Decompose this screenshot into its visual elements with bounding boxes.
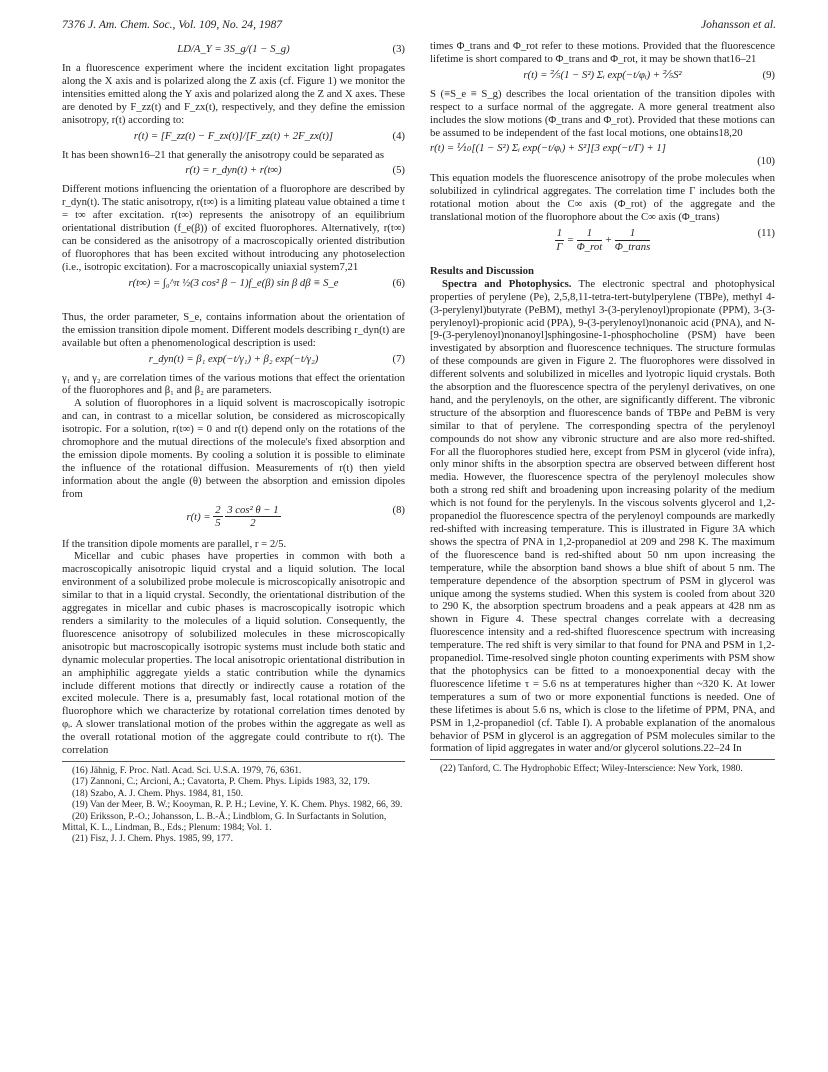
fraction: [577, 227, 603, 254]
reference: (22) Tanford, C. The Hydrophobic Effect; Wiley-Interscience: New York, 1980.: [440, 764, 743, 775]
journal-citation: 7376 J. Am. Chem. Soc., Vol. 109, No. 24, 1987: [62, 18, 283, 31]
fraction-numerator: 3 cos² θ − 1: [227, 503, 279, 516]
equation-10: [430, 142, 775, 168]
equation-7-expr: r_dyn(t) = β₁ exp(−t/γ₁) + β₂ exp(−t/γ₂): [148, 352, 319, 365]
fraction: [555, 227, 564, 254]
equation-5-number: (5): [392, 164, 405, 177]
paragraph: A solution of fluorophores in a liquid solvent is macroscopically isotropic and can, in contrast to a micellar solution, be considered as microscopically isotropic. For a solution, r(t∞) = 0 and r(t) depend only on the rotations of the chromophore and the mutual directions of the molecule's fixed absorption and the emission dipole moments. By cooling a solution it is possible to eliminate the influence of the rotational diffusion. Measurements of r(t) then yield information about the angle (θ) between the absorption and emission dipoles from: [62, 397, 405, 500]
equation-3: [62, 43, 405, 58]
equation-6-expr: r(t∞) = ∫₀^π ½(3 cos² β − 1)f_e(β) sin β dβ ≡ S_e: [128, 276, 339, 289]
paragraph: Thus, the order parameter, S_e, contains information about the orientation of the emission transition dipole moment. Different models describing r_dyn(t) are available but often a phenomenological description is used:: [62, 310, 405, 349]
equation-11: [430, 227, 775, 257]
equation-11-number: (11): [757, 226, 775, 239]
footnote-references: [430, 759, 775, 775]
paragraph: [430, 278, 775, 756]
equation-10-expr: r(t) = ⅒[(1 − S²) Σᵢ exp(−t/φᵢ) + S²][3 exp(−t/Γ) + 1]: [430, 142, 666, 155]
fraction-numerator: 1: [577, 227, 603, 241]
paragraph-text: The electronic spectral and photophysical properties of perylene (Pe), 2,5,8,11-tetra-tert-butylperylene (TBPe), methyl 4-(3-perylenyl)butyrate (PeBM), methyl 3-(3-perylenoyl)propionate (PPM), 3-(3-perylenoyl)-propionic acid (PPA), 9-(3-perylenoyl)nonanoic acid (PNA), and N-[9-(3-perylenoyl)nonanoyl]sphingosine-1-phosphocholine (PSM) have been investigated by absorption and fluorescence techniques. The structure formulas of these compounds are given in Figure 2. The fluorophores were dissolved in different solvents and solubilized in micelles and lyotropic liquid crystals. Both the absorption and the fluorescence spectra of the perylenyl derivatives, on one hand, and the perylenoyls, on the other, are significantly different. The vibronic structure of the absorption and fluorescence bands of TBPe and PeBM is very similar to that of perylene. The corresponding spectra of the perylenoyl compounds do not show any vibronic structure and are also more red-shifted. For all the fluorophores studied here, except from PSM in glycerol (vide infra), only minor shifts in the absorption spectra are observed between different host media. However, the fluorescence spectra of the perylenoyl molecules show both a strong red shift and broadening upon increasing polarity of the medium which is not found for the perylenyls. In the viscous solvents glycerol and 1,2-propanediol the fluorescence spectra of the perylenoyl compounds are markedly red-shifted with increasing temperature. This is illustrated in Figure 3A which shows the spectra of PNA in 1,2-propanediol at 209 and 298 K. The maximum of the fluorescence band is red-shifted about 50 nm upon increasing the temperature, while the absorption band shows a blue shift of about 5 nm. The temperature dependence of the absorption spectrum of PSM in glycerol was unique among the systems studied. When this system is cooled from about 320 to 290 K, the absorption spectrum broadens and a peak appears at 428 nm as shown in Figure 4. These spectral changes correlate with a decreasing fluorescence intensity and a red-shifted fluorescence spectrum with increasing temperature. The red shift is very similar to that found for PNA and PSM in 1,2-propanediol. Time-resolved single photon counting experiments with PSM show that the photophysics can be fitted to a monoexponential decay with the fluorescence lifetime τ = 5.6 ns at temperatures higher than ~320 K. At lower temperatures a sum of two or more exponential functions is needed. One of these lifetimes is about 5.6 ns, which is close to the lifetime of PPM, PNA, and PSM in 1,2-propanediol (cf. Table I). A probable explanation of the anomalous behavior of PSM in glycerol is an aggregation of PSM molecules similar to the formation of lipid aggregates in water and/or glycerol solutions.22–24 In: [430, 277, 775, 755]
paragraph: S (≡S_e ≡ S_g) describes the local orientation of the transition dipoles with respect to a surface normal of the aggregate. A more general treatment also includes the slow motions (Φ_trans and Φ_rot). Provided that these motions can be assumed to be independent of the fast local motions, one obtains18,20: [430, 87, 775, 139]
equation-8-lhs: r(t) =: [186, 510, 211, 523]
equation-7-number: (7): [392, 352, 405, 365]
paragraph: If the transition dipole moments are parallel, r = 2/5.: [62, 537, 287, 550]
equation-5-expr: r(t) = r_dyn(t) + r(t∞): [185, 164, 282, 177]
equation-8: [62, 504, 405, 534]
section-heading: Results and Discussion: [430, 264, 534, 277]
fraction-numerator: 2: [215, 503, 221, 516]
fraction: [213, 504, 222, 531]
equation-9: [430, 69, 775, 84]
subsection-heading: Spectra and Photophysics.: [442, 277, 572, 290]
fraction: [615, 227, 650, 254]
paragraph: Micellar and cubic phases have properties in common with both a macroscopically anisotropic liquid crystal and a liquid solution. The local environment of a solubilized probe molecule is microscopically anisotropic and similar to that in a liquid crystal. Secondly, the orientational distribution of the aggregates in micellar and cubic phases is macroscopically isotropic which renders a similarity to the molecules of a liquid solution. Consequently, the fluorescence anisotropy of solubilized molecules in these microscopically anisotropic but macroscopically isotropic systems must include both static and dynamic molecular properties. The local anisotropic orientational distribution in an amphiphilic aggregate yields a static contribution while the dynamics include different motions that directly or indirectly cause a rotation of the excited molecule. There is a, presumably fast, local rotational motion of the fluorophore which we characterize by rotational correlation times denoted by φᵢ. A slower translational motion of the probes within the aggregate as well as the overall rotational motion of the aggregate could contribute to r(t). The correlation: [62, 550, 405, 757]
author-running-head: Johansson et al.: [700, 18, 776, 31]
equation-9-number: (9): [762, 68, 775, 81]
reference: (18) Szabo, A. J. Chem. Phys. 1984, 81, 150.: [72, 788, 243, 799]
fraction-numerator: 1: [556, 226, 563, 239]
paragraph: This equation models the fluorescence anisotropy of the probe molecules when solubilized in cylindrical aggregates. The correlation time Γ includes both the rotational motion about the C∞ axis (Φ_rot) of the aggregate and the translational motion of the fluorophore about the C∞ axis (Φ_trans): [430, 172, 775, 223]
equation-4-expr: r(t) = [F_zz(t) − F_zx(t)]/[F_zz(t) + 2F_zx(t)]: [133, 129, 334, 142]
equation-7: [62, 353, 405, 368]
reference: (21) Fisz, J. J. Chem. Phys. 1985, 99, 177.: [72, 834, 233, 845]
equation-6: [62, 277, 405, 307]
equation-6-number: (6): [392, 276, 405, 289]
equation-8-number: (8): [392, 503, 405, 516]
equation-9-expr: r(t) = ⅖(1 − S²) Σᵢ exp(−t/φᵢ) + ⅖S²: [523, 68, 682, 81]
plus-sign: +: [604, 233, 613, 246]
reference: (20) Eriksson, P.-O.; Johansson, L. B.-Å.; Lindblom, G. In Surfactants in Solution, Mittal, K. L., Lindman, B., Eds.; Plenum: 1984; Vol. 1.: [62, 811, 387, 833]
fraction-denominator: 5: [215, 517, 221, 530]
paragraph: In a fluorescence experiment where the incident excitation light propagates along the X axis and is polarized along the Z axis (cf. Figure 1) we monitor the intensities emitted along the Y axis and polarized along the Z and X axes. These are denoted by F_zz(t) and F_zx(t), respectively, and they define the emission anisotropy, r(t) according to:: [62, 62, 405, 126]
paragraph: Different motions influencing the orientation of a fluorophore are described by r_dyn(t). The static anisotropy, r(t∞) is a limiting plateau value obtained a time t = t∞ after excitation. r(t∞) represents the anisotropy of an equilibrium orientational distribution (f_e(β)) of excited fluorophores. Alternatively, r(t∞) can be considered as the anisotropy of a macroscopically oriented distribution of fluorophores that has been excited without introducing any photoselection (i.e., isotropic excitation). For a macroscopically uniaxial system7,21: [62, 183, 405, 273]
paragraph: It has been shown16–21 that generally the anisotropy could be separated as: [62, 148, 385, 161]
fraction-denominator: Γ: [556, 240, 563, 253]
equation-4-number: (4): [392, 129, 405, 142]
equals-sign: =: [566, 233, 574, 246]
paragraph: times Φ_trans and Φ_rot refer to these motions. Provided that the fluorescence lifetime is short compared to Φ_trans and Φ_rot, it may be shown that16–21: [430, 40, 775, 65]
fraction-denominator: Φ_rot: [576, 240, 603, 253]
equation-3-number: (3): [392, 43, 405, 55]
fraction-denominator: 2: [250, 517, 256, 530]
equation-3-expr: LD/A_Y = 3S_g/(1 − S_g): [177, 43, 290, 55]
reference: (16) Jähnig, F. Proc. Natl. Acad. Sci. U.S.A. 1979, 76, 6361.: [72, 765, 302, 776]
paragraph: γ₁ and γ₂ are correlation times of the various motions that effect the orientation of the fluorophores and β₁ and β₂ are parameters.: [62, 371, 405, 397]
page-header: [62, 18, 776, 34]
left-column: [62, 40, 405, 846]
equation-10-number: (10): [757, 155, 775, 168]
fraction-numerator: 1: [615, 227, 650, 241]
equation-4: [62, 130, 405, 145]
fraction-denominator: Φ_trans: [614, 240, 651, 253]
equation-5: [62, 164, 405, 179]
right-column: [430, 40, 775, 776]
fraction: [225, 504, 280, 531]
reference: (17) Zannoni, C.; Arcioni, A.; Cavatorta, P. Chem. Phys. Lipids 1983, 32, 179.: [72, 777, 370, 788]
footnote-references: [62, 761, 405, 846]
reference: (19) Van der Meer, B. W.; Kooyman, R. P. H.; Levine, Y. K. Chem. Phys. 1982, 66, 39.: [72, 800, 403, 811]
